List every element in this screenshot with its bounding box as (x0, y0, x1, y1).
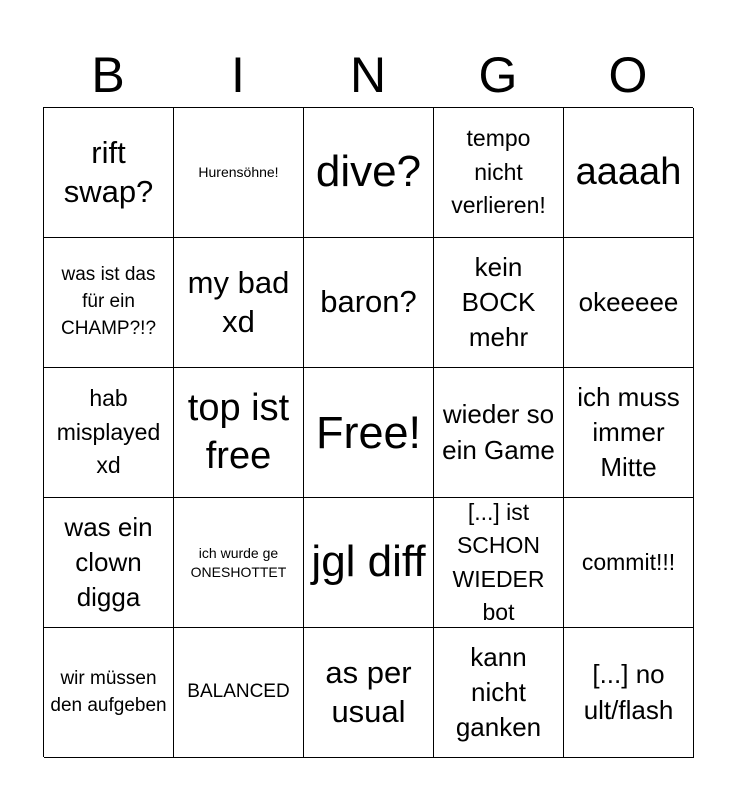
bingo-cell-r3c5[interactable] (564, 368, 694, 498)
bingo-cell-r4c5[interactable] (564, 498, 694, 628)
bingo-cell-r3c1[interactable] (44, 368, 174, 498)
cell-text: [...] ist SCHON WIEDER bot (452, 498, 545, 625)
bingo-cell-r4c4[interactable] (434, 498, 564, 628)
header-letter-n: N (349, 47, 387, 103)
bingo-cell-r1c4[interactable] (434, 108, 564, 238)
bingo-cell-r5c5[interactable] (564, 628, 694, 758)
cell-text: was ein clown digga (64, 511, 153, 613)
cell-text: ich wurde ge ONESHOTTET (190, 544, 287, 580)
cell-text: aaaah (575, 150, 682, 193)
bingo-cell-r1c5[interactable] (564, 108, 694, 238)
bingo-cell-r4c1[interactable] (44, 498, 174, 628)
cell-text: was ist das für ein CHAMP?!? (60, 264, 157, 339)
cell-text: ich muss immer Mitte (577, 381, 680, 483)
bingo-cell-r5c2[interactable] (174, 628, 304, 758)
cell-text: okeeeee (578, 286, 679, 317)
cell-text: baron? (320, 284, 417, 320)
bingo-cell-r2c3[interactable] (304, 238, 434, 368)
cell-text: top ist free (187, 387, 290, 477)
bingo-cell-r1c3[interactable] (304, 108, 434, 238)
bingo-cell-r5c3[interactable] (304, 628, 434, 758)
bingo-cell-r4c3[interactable] (304, 498, 434, 628)
header-letter-o: O (608, 47, 648, 103)
bingo-free-cell[interactable] (304, 368, 434, 498)
cell-text: rift swap? (63, 134, 154, 209)
bingo-cell-r5c4[interactable] (434, 628, 564, 758)
bingo-cell-r2c1[interactable] (44, 238, 174, 368)
bingo-cell-r5c1[interactable] (44, 628, 174, 758)
header-letter-i: I (231, 47, 245, 103)
bingo-cell-r2c4[interactable] (434, 238, 564, 368)
cell-text: kein BOCK mehr (461, 251, 536, 353)
cell-text: commit!!! (581, 548, 676, 575)
cell-text: tempo nicht verlieren! (451, 125, 546, 219)
cell-text: jgl diff (311, 537, 426, 587)
bingo-cell-r4c2[interactable] (174, 498, 304, 628)
bingo-cell-r2c2[interactable] (174, 238, 304, 368)
cell-text: Free! (315, 406, 422, 458)
cell-text: as per usual (325, 654, 412, 729)
cell-text: kann nicht ganken (455, 641, 542, 743)
header-letter-b: B (91, 47, 125, 103)
bingo-cell-r2c5[interactable] (564, 238, 694, 368)
header-letter-g: G (478, 47, 518, 103)
bingo-cell-r1c2[interactable] (174, 108, 304, 238)
bingo-header (43, 44, 693, 106)
bingo-board (43, 107, 693, 757)
cell-text: hab misplayed xd (56, 385, 161, 479)
bingo-cell-r1c1[interactable] (44, 108, 174, 238)
bingo-cell-r3c2[interactable] (174, 368, 304, 498)
cell-text: BALANCED (187, 681, 290, 703)
cell-text: Hurensöhne! (198, 164, 279, 181)
cell-text: wir müssen den aufgeben (50, 667, 167, 716)
bingo-cell-r3c4[interactable] (434, 368, 564, 498)
cell-text: my bad xd (187, 264, 290, 339)
cell-text: dive? (315, 147, 422, 197)
cell-text: [...] no ult/flash (583, 659, 674, 725)
cell-text: wieder so ein Game (442, 399, 555, 465)
